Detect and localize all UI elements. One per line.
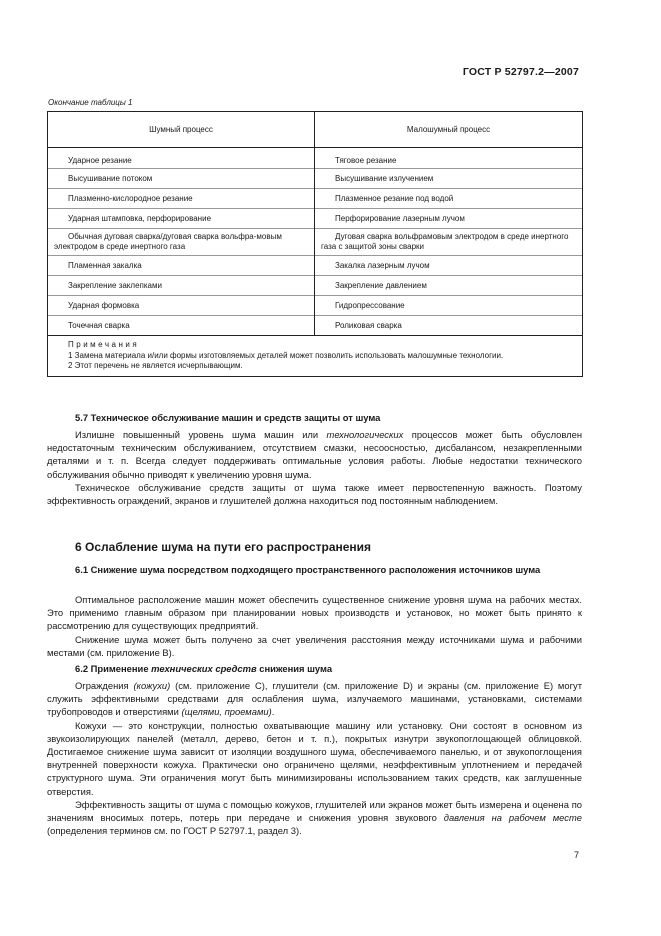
cell-quiet: Закалка лазерным лучом — [315, 256, 583, 276]
section-6-1-body — [47, 593, 582, 659]
process-table — [47, 111, 583, 377]
section-5-7-heading: 5.7 Техническое обслуживание машин и средств защиты от шума — [75, 412, 381, 423]
section-6-heading: 6 Ослабление шума на пути его распространения — [75, 540, 372, 554]
table-row — [48, 189, 583, 209]
cell-noisy: Ударное резание — [48, 148, 315, 169]
page-number: 7 — [573, 850, 579, 860]
paragraph: Оптимальное расположение машин может обеспечить существенное снижение уровня шума на рабочих местах. Это применимо главным образом при планировании новых производств и установок, но может быть принято к рассмотрению для существующих предприятий. — [47, 594, 582, 632]
note-1: 1 Замена материала и/или формы изготовляемых деталей может позволить использовать малошумные технологии. — [68, 350, 504, 360]
section-6-2-body — [47, 679, 582, 837]
cell-noisy: Высушивание потоком — [48, 169, 315, 189]
table-row — [48, 229, 583, 256]
table-row — [48, 256, 583, 276]
cell-noisy: Ударная штамповка, перфорирование — [48, 209, 315, 229]
cell-noisy: Точечная сварка — [48, 316, 315, 336]
table-row — [48, 148, 583, 169]
paragraph: Снижение шума может быть получено за счет увеличения расстояния между источниками шума и рабочими местами (см. приложение В). — [47, 633, 582, 658]
col-header-quiet: Малошумный процесс — [315, 112, 583, 148]
note-2: 2 Этот перечень не является исчерпывающим. — [68, 361, 243, 370]
text-run: . — [271, 706, 275, 718]
cell-quiet: Гидропрессование — [315, 296, 583, 316]
standard-code: ГОСТ Р 52797.2—2007 — [462, 66, 579, 78]
cell-noisy: Ударная формовка — [48, 296, 315, 316]
italic-run: технических средств — [151, 663, 257, 674]
table-header-row — [48, 112, 583, 148]
notes-title: Примечания — [68, 340, 140, 349]
section-6-2-heading — [75, 663, 332, 674]
col-header-noisy: Шумный процесс — [48, 112, 315, 148]
cell-quiet — [315, 229, 583, 256]
table-row — [48, 316, 583, 336]
cell-noisy: Плазменно-кислородное резание — [48, 189, 315, 209]
italic-run: технологических — [326, 429, 404, 440]
text-run: (определения терминов см. по ГОСТ Р 52797.1, раздел 3). — [47, 825, 302, 837]
cell-quiet: Закрепление давлением — [315, 276, 583, 296]
table-row — [48, 209, 583, 229]
paragraph: Кожухи — это конструкции, полностью охватывающие машину или установку. Они состоят в основном из звукоизолирующих панелей (металл, дерево, бетон и т. п.), покрытых изнутри звукопоглощающей облицовкой. Достигаемое снижение шума зависит от изоляции воздушного шума, обеспечиваемого панелью, и от звукопоглощения внутренней поверхности кожуха. Практически оно ограничено щелями, неэффективным уплотнением и передачей структурного шума. Эти ограничения могут быть минимизированы использованием таких средств, как заглушенные отверстия. — [47, 719, 582, 797]
paragraph — [47, 679, 582, 719]
paragraph — [47, 798, 582, 838]
table-row — [48, 296, 583, 316]
text-run: снижения шума — [256, 663, 333, 674]
text-run: процессов может быть обусловлен недостаточным техническим обслуживанием, отсутствием смазки, несоосностью, дисбалансом, незакрепленными деталями и т. п. Всегда следует поддерживать оптимальные условия работы. Любые недостатки технического обслуживания обычно приводят к увеличению уровня шума. — [47, 429, 582, 480]
text-run: Излишне повышенный уровень шума машин или — [75, 429, 327, 440]
text-run: 6.2 Применение — [75, 663, 152, 674]
text-run: Ограждения — [75, 680, 134, 691]
cell-noisy: Закрепление заклепками — [48, 276, 315, 296]
section-6-1-heading: 6.1 Снижение шума посредством подходящего пространственного расположения источников шума — [75, 564, 541, 575]
cell-quiet: Тяговое резание — [315, 148, 583, 169]
italic-run: (кожухи) — [133, 680, 171, 691]
cell-quiet: Высушивание излучением — [315, 169, 583, 189]
text-run: Эффективность защиты от шума с помощью кожухов, глушителей или экранов может быть измерена и оценена по значениям вносимых потерь, потерь при передаче и снижения уровня звукового — [47, 798, 582, 824]
paragraph — [47, 428, 582, 481]
table-caption: Окончание таблицы 1 — [48, 98, 133, 107]
cell-noisy — [48, 229, 315, 256]
cell-quiet: Роликовая сварка — [315, 316, 583, 336]
cell-quiet-text: Дуговая сварка вольфрамовым электродом в среде инертного газа с защитой зоны сварки — [321, 232, 569, 251]
cell-noisy-text: Обычная дуговая сварка/дуговая сварка вольфра-мовым электродом в среде инертного газа — [54, 232, 282, 251]
cell-quiet: Перфорирование лазерным лучом — [315, 209, 583, 229]
table-row — [48, 276, 583, 296]
cell-quiet: Плазменное резание под водой — [315, 189, 583, 209]
table-row — [48, 169, 583, 189]
table-notes-row — [48, 336, 583, 377]
table-notes — [48, 336, 583, 377]
text-run: (см. приложение С), глушители (см. приложение D) и экраны (см. приложение Е) могут служить эффективными средствами для ослабления шума, излучаемого машинами, установками, системами трубопроводов и отверстиями — [47, 680, 582, 718]
italic-run: давления на рабочем месте — [443, 812, 582, 824]
section-5-7-body — [47, 428, 582, 507]
italic-run: (щелями, проемами) — [181, 706, 272, 718]
paragraph: Техническое обслуживание средств защиты от шума также имеет первостепенную важность. Поэтому эффективность ограждений, экранов и глушителей должна находиться под постоянным наблюдением. — [47, 481, 582, 507]
cell-noisy: Пламенная закалка — [48, 256, 315, 276]
